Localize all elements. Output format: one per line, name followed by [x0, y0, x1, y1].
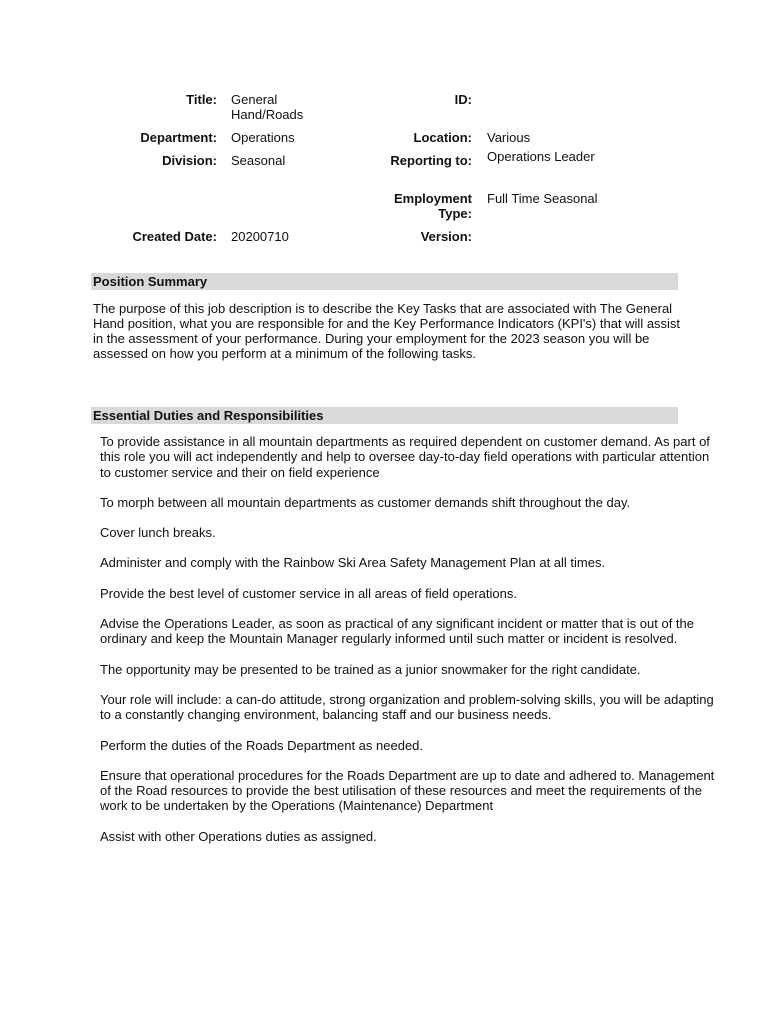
duty-item: The opportunity may be presented to be trained as a junior snowmaker for the right candidate. — [100, 661, 641, 677]
duty-item: Perform the duties of the Roads Department as needed. — [100, 737, 424, 753]
duty-item: Advise the Operations Leader, as soon as practical of any significant incident or matter that is out of the ordinary and keep the Mountain Manager regularly informed until such matter or incident is resolved. — [100, 616, 695, 647]
department-value: Operations — [231, 130, 295, 145]
created-date-value: 20200710 — [231, 229, 289, 244]
duty-item: Ensure that operational procedures for the Roads Department are up to date and adhered to. Management of the Road resources to provide the best utilisation of these resources and meet the requirements of the work to be undertaken by the Operations (Maintenance) Department — [100, 767, 715, 814]
created-date-label: Created Date: — [132, 229, 217, 244]
position-summary-heading: Position Summary — [91, 273, 678, 290]
reporting-to-label: Reporting to: — [390, 153, 472, 168]
employment-type-label: Employment Type: — [393, 191, 472, 221]
reporting-to-value: Operations Leader — [487, 149, 595, 164]
id-label: ID: — [454, 92, 472, 107]
duty-item: Your role will include: a can-do attitude, strong organization and problem-solving skills, you will be adapting to a constantly changing environment, balancing staff and our business needs. — [100, 691, 714, 723]
duty-item: Cover lunch breaks. — [100, 525, 216, 541]
duty-item: Provide the best level of customer service in all areas of field operations. — [100, 585, 517, 601]
title-label: Title: — [186, 92, 217, 107]
location-label: Location: — [413, 130, 472, 145]
duty-item: Assist with other Operations duties as assigned. — [100, 828, 377, 844]
employment-type-value: Full Time Seasonal — [487, 191, 598, 206]
version-label: Version: — [420, 229, 472, 244]
position-summary-text: The purpose of this job description is to describe the Key Tasks that are associated with The General Hand position, what you are responsible for and the Key Performance Indicators (KPI's) that will assist in the assessment of your performance. During your employment for the 2023 season you will be assessed on how you perform at a minimum of the following tasks. — [93, 301, 681, 361]
title-value: General Hand/Roads — [231, 92, 304, 122]
duty-item: To provide assistance in all mountain departments as required dependent on customer demand. As part of this role you will act independently and help to oversee day-to-day field operations with particular attention to customer service and their on field experience — [100, 434, 710, 480]
duties-heading: Essential Duties and Responsibilities — [91, 407, 678, 424]
division-value: Seasonal — [231, 153, 286, 168]
duty-item: Administer and comply with the Rainbow Ski Area Safety Management Plan at all times. — [100, 555, 606, 571]
duty-item: To morph between all mountain departments as customer demands shift throughout the day. — [100, 494, 631, 510]
location-value: Various — [487, 130, 531, 145]
duties-list — [100, 434, 720, 859]
division-label: Division: — [162, 153, 217, 168]
department-label: Department: — [140, 130, 217, 145]
